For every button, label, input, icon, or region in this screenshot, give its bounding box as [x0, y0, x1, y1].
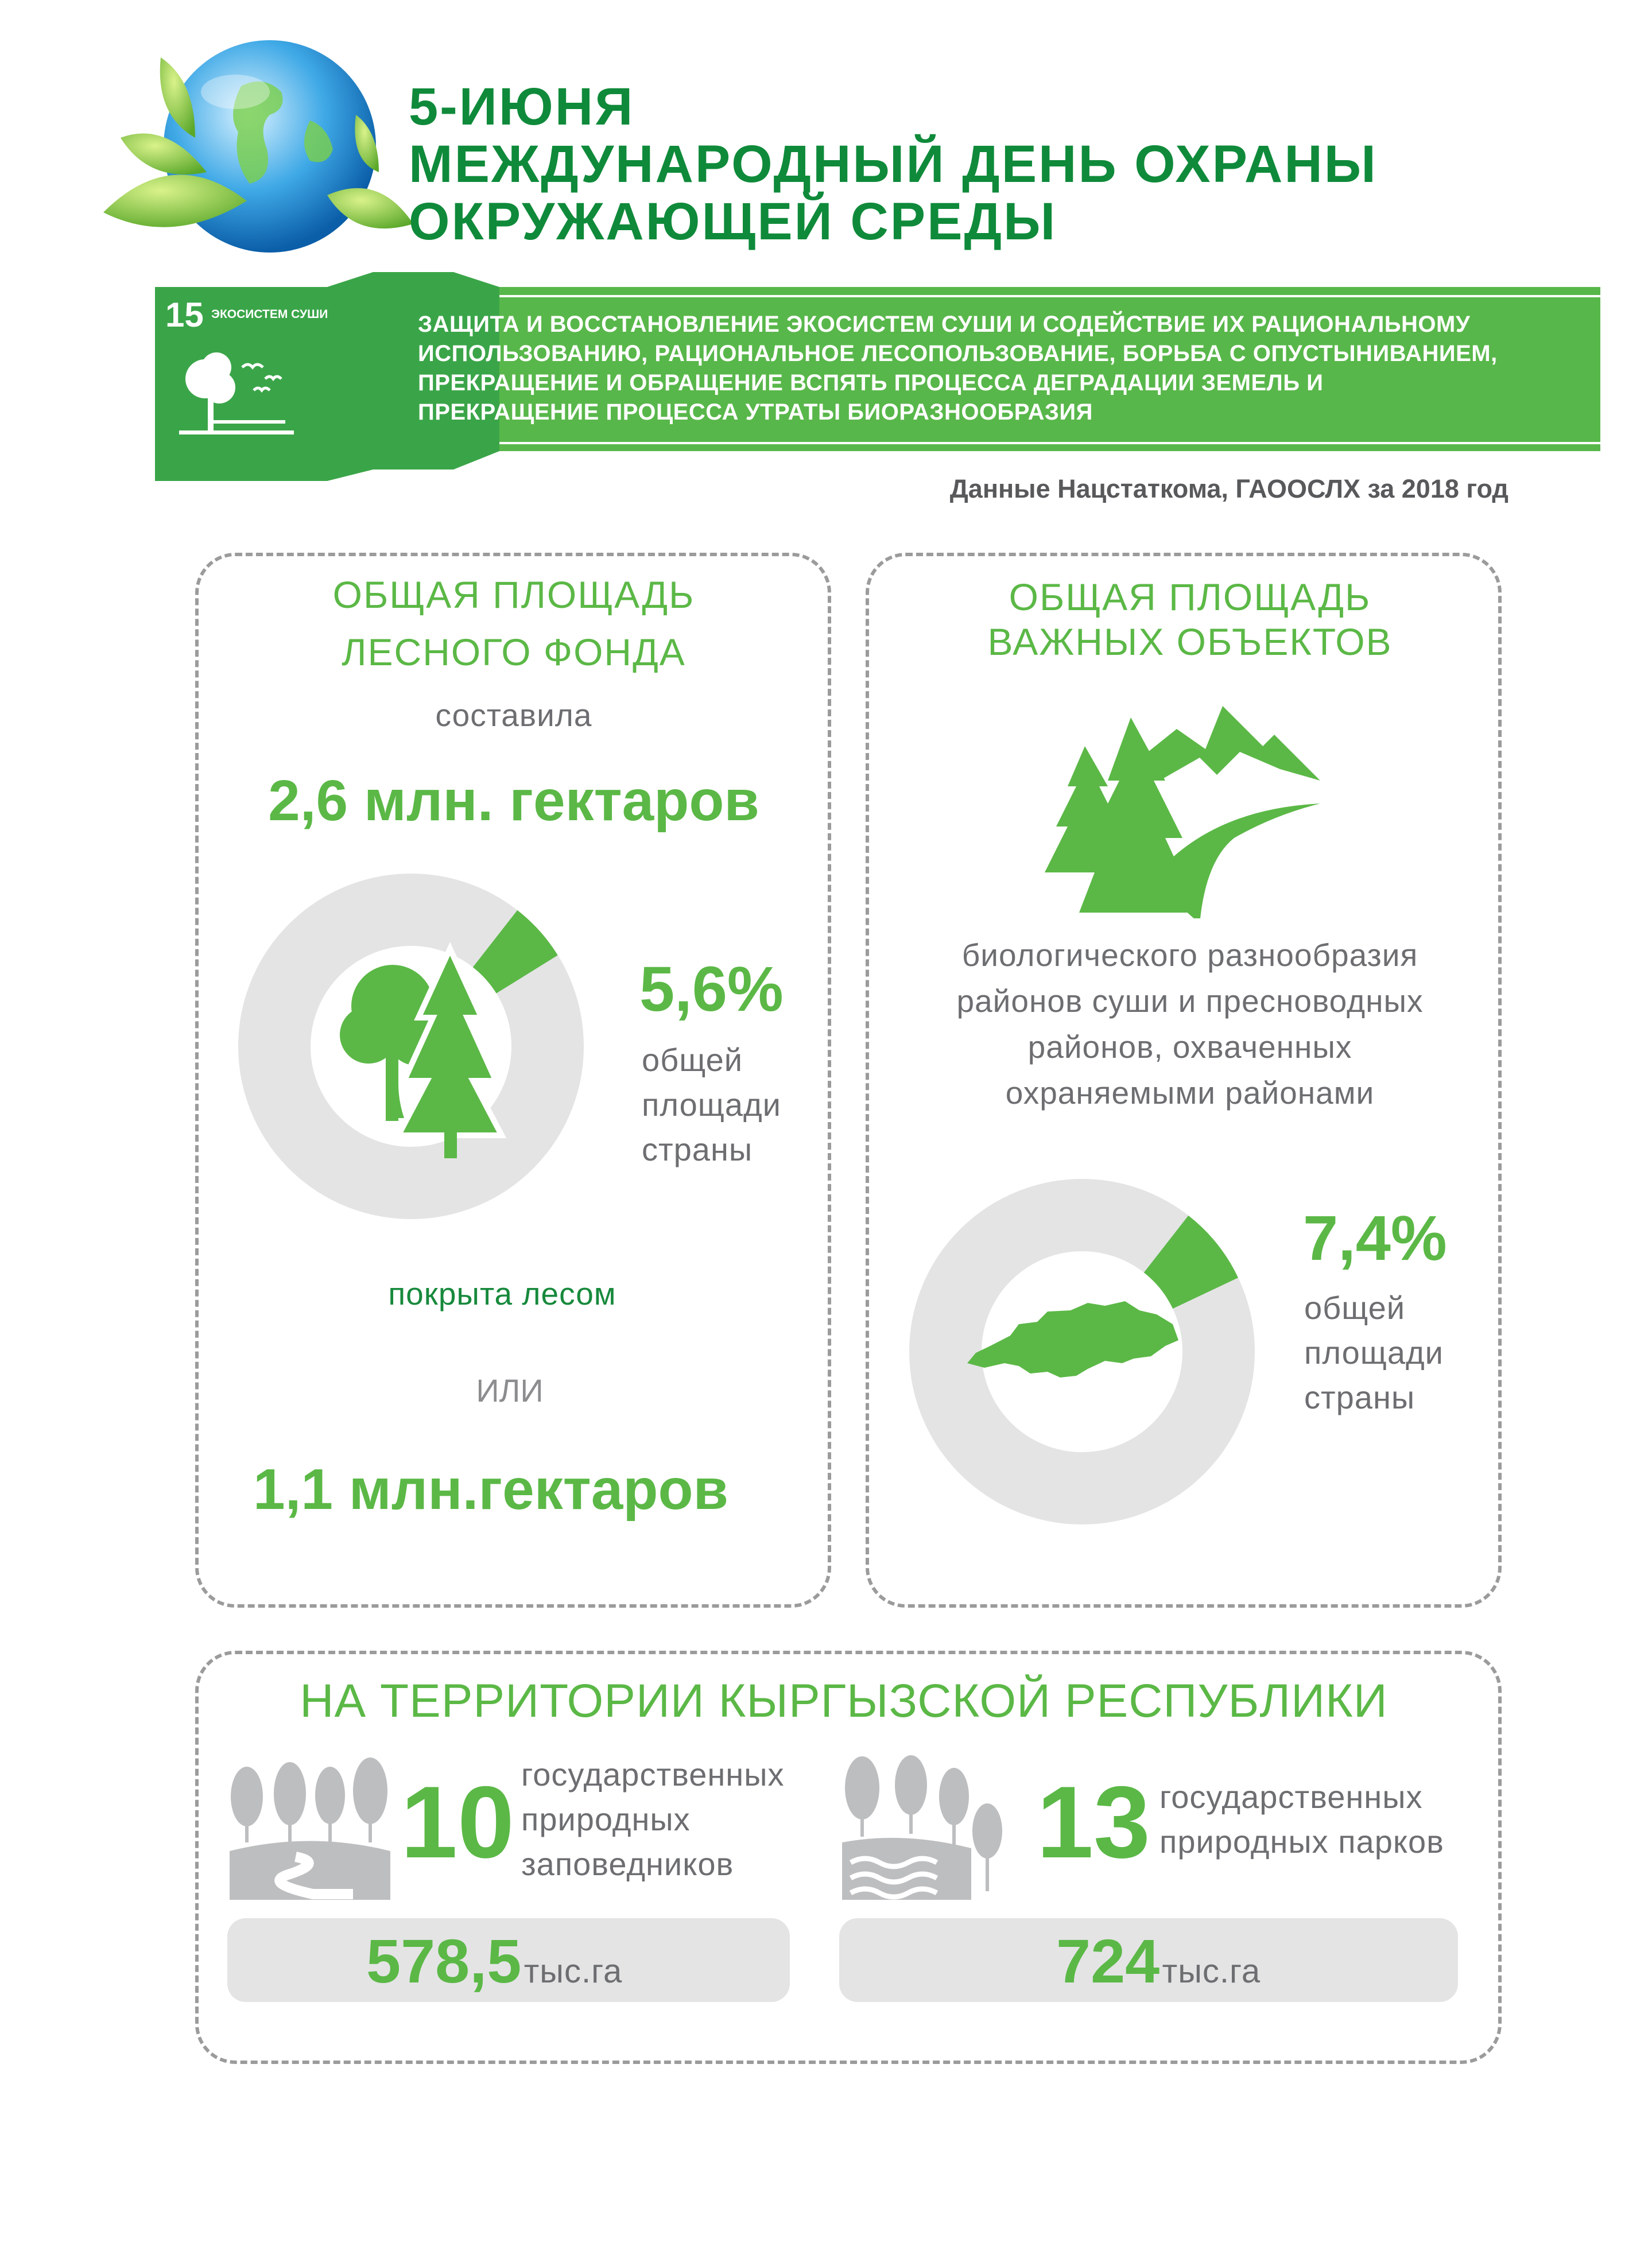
- protected-donut-segment: [1166, 1244, 1206, 1293]
- sdg-goal-tile: [158, 287, 339, 465]
- page-title-line2: ОКРУЖАЮЩЕЙ СРЕДЫ: [409, 192, 1057, 251]
- territory-heading: НА ТЕРРИТОРИИ КЫРГЫЗСКОЙ РЕСПУБЛИКИ: [300, 1675, 1388, 1727]
- protected-percent: 7,4%: [1303, 1203, 1447, 1274]
- parks-area-unit: тыс.га: [1162, 1953, 1261, 1990]
- parks-label-line: природных парков: [1159, 1823, 1444, 1860]
- sdg-description: [418, 310, 1566, 427]
- protected-heading-line1: ОБЩАЯ ПЛОЩАДЬ: [1009, 576, 1371, 618]
- forest-percent-label-line: общей: [642, 1042, 743, 1078]
- kyrgyzstan-map-icon: [967, 1301, 1178, 1378]
- forest-percent-label-line: площади: [642, 1087, 781, 1123]
- sdg-description-line: ПРЕКРАЩЕНИЕ И ОБРАЩЕНИЕ ВСПЯТЬ ПРОЦЕССА ДЕГРАДАЦИИ ЗЕМЕЛЬ И: [418, 370, 1324, 395]
- protected-description-line: биологического разнообразия: [961, 937, 1418, 973]
- reserves-area-value: 578,5: [366, 1926, 522, 1996]
- forest-percent: 5,6%: [639, 954, 784, 1025]
- data-source: Данные Нацстаткома, ГАООСЛХ за 2018 год: [949, 474, 1508, 503]
- parks-count: 13: [1037, 1765, 1150, 1879]
- date-title: 5-ИЮНЯ: [409, 77, 635, 136]
- protected-percent-label-line: страны: [1304, 1379, 1416, 1415]
- reserves-count: 10: [401, 1765, 514, 1879]
- sdg-number: 15: [165, 296, 204, 334]
- parks-area-value: 724: [1056, 1926, 1160, 1996]
- forest-donut-chart: [233, 868, 589, 1224]
- forest-donut-segment: [495, 938, 528, 974]
- sdg-description-line: ЗАЩИТА И ВОССТАНОВЛЕНИЕ ЭКОСИСТЕМ СУШИ И СОДЕЙСТВИЕ ИХ РАЦИОНАЛЬНОМУ: [418, 312, 1471, 337]
- parks-area: [1056, 1925, 1261, 1997]
- reserves-label-line: заповедников: [521, 1846, 734, 1882]
- mountains-trees-icon: [1033, 694, 1320, 918]
- protected-donut-chart: [904, 1174, 1260, 1530]
- or-label: ИЛИ: [476, 1372, 544, 1409]
- protected-description-line: охраняемыми районами: [1005, 1075, 1375, 1111]
- reserves-label-line: государственных: [521, 1756, 785, 1792]
- parks-label: [1159, 1775, 1444, 1864]
- forest-total-area: 2,6 млн. гектаров: [268, 769, 759, 833]
- forest-covered-label: покрыта лесом: [388, 1276, 616, 1312]
- protected-heading-line2: ВАЖНЫХ ОБЪЕКТОВ: [987, 620, 1393, 663]
- trees-icon: [340, 949, 502, 1158]
- reserves-label: [521, 1752, 784, 1887]
- reserves-label-line: природных: [521, 1801, 691, 1837]
- protected-description-line: районов суши и пресноводных: [956, 983, 1424, 1019]
- sdg-label: ЭКОСИСТЕМ СУШИ: [211, 308, 328, 321]
- reserve-river-icon: [227, 1756, 393, 1906]
- tree-birds-icon: [179, 344, 323, 448]
- page-title-line1: МЕЖДУНАРОДНЫЙ ДЕНЬ ОХРАНЫ: [409, 135, 1378, 193]
- protected-percent-label-line: общей: [1304, 1290, 1406, 1326]
- park-lake-icon: [842, 1755, 1002, 1900]
- reserves-area-unit: тыс.га: [523, 1953, 623, 1990]
- forest-heading-line2: ЛЕСНОГО ФОНДА: [342, 631, 686, 673]
- reserves-area: [366, 1925, 622, 1997]
- parks-area-pill: [839, 1918, 1458, 2002]
- sdg-description-line: ИСПОЛЬЗОВАНИЮ, РАЦИОНАЛЬНОЕ ЛЕСОПОЛЬЗОВАНИЕ, БОРЬБА С ОПУСТЫНИВАНИЕМ,: [418, 341, 1498, 366]
- forest-intro: составила: [435, 697, 592, 733]
- reserves-area-pill: [227, 1918, 790, 2002]
- forest-heading-line1: ОБЩАЯ ПЛОЩАДЬ: [332, 573, 695, 616]
- protected-percent-label: [1304, 1286, 1444, 1420]
- globe-leaves-icon: [98, 23, 419, 276]
- protected-percent-label-line: площади: [1304, 1334, 1444, 1371]
- forest-covered-area: 1,1 млн.гектаров: [253, 1457, 729, 1522]
- sdg-description-line: ПРЕКРАЩЕНИЕ ПРОЦЕССА УТРАТЫ БИОРАЗНООБРАЗИЯ: [418, 399, 1093, 425]
- forest-percent-label: [642, 1038, 781, 1172]
- forest-percent-label-line: страны: [642, 1131, 753, 1167]
- protected-description-line: районов, охваченных: [1027, 1029, 1352, 1065]
- parks-label-line: государственных: [1159, 1779, 1423, 1815]
